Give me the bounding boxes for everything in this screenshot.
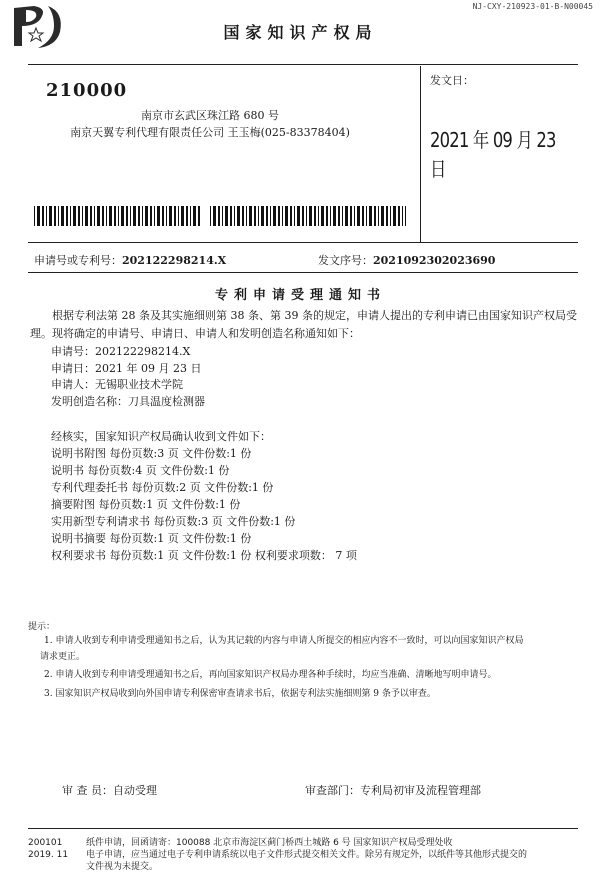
field-application-number: 申请号：202122298214.X <box>51 345 191 358</box>
serial-number-value: 2021092302023690 <box>373 254 496 267</box>
application-number-value: 202122298214.X <box>122 254 227 267</box>
divider <box>28 828 578 829</box>
examiner-row <box>62 782 157 798</box>
department-row <box>305 782 481 798</box>
file-item: 摘要附图 每份页数:1 页 文件份数:1 份 <box>51 498 241 511</box>
notice-title: 专利申请受理通知书 <box>214 288 386 303</box>
application-number-label: 申请号或专利号： <box>34 254 122 267</box>
footer-form-code: 200101 <box>28 838 63 848</box>
examiner-value: 自动受理 <box>113 784 157 797</box>
hint-item: 2. 申请人收到专利申请受理通知书之后，再向国家知识产权局办理各种手续时，均应当准确、清晰地写明申请号。 <box>44 670 497 680</box>
file-item: 说明书摘要 每份页数:1 页 文件份数:1 份 <box>51 532 252 545</box>
vertical-divider <box>420 66 421 242</box>
office-name: 国家知识产权局 <box>223 23 378 42</box>
hint-item: 1. 申请人收到专利申请受理通知书之后，认为其记载的内容与申请人所提交的相应内容不一致时，可以向国家知识产权局 <box>44 636 524 646</box>
field-invention-name: 发明创造名称：刀具温度检测器 <box>51 395 205 408</box>
recipient-agency: 南京天翼专利代理有限责任公司 王玉梅(025-83378404) <box>70 126 350 139</box>
divider <box>28 272 578 273</box>
footer-electronic-line-continued: 文件视为未提交。 <box>86 862 159 872</box>
footer <box>28 837 601 877</box>
files-intro: 经核实，国家知识产权局确认收到文件如下： <box>51 430 271 443</box>
file-item: 实用新型专利请求书 每份页数:3 页 文件份数:1 份 <box>51 515 296 528</box>
sent-date-label: 发文日： <box>430 74 474 87</box>
recipient-address: 南京市玄武区珠江路 680 号 <box>141 109 279 122</box>
file-item: 专利代理委托书 每份页数:2 页 文件份数:1 份 <box>51 481 274 494</box>
field-applicant: 申请人：无锡职业技术学院 <box>51 378 183 391</box>
hint-item: 3. 国家知识产权局收到向外国申请专利保密审查请求书后，依据专利法实施细则第 9 条予以审查。 <box>44 689 436 699</box>
department-value: 专利局初审及流程管理部 <box>360 784 481 797</box>
hint-item-continued: 请求更正。 <box>40 652 86 662</box>
divider <box>28 64 578 65</box>
footer-electronic-line: 电子申请，应当通过电子专利申请系统以电子文件形式提交相关文件。除另有规定外，以纸件等其他形式提交的 <box>86 850 528 860</box>
barcode-left <box>34 206 202 226</box>
department-label: 审查部门： <box>305 784 360 797</box>
field-application-date: 申请日：2021 年 09 月 23 日 <box>51 362 202 375</box>
postcode: 210000 <box>46 80 128 101</box>
document-number: NJ-CXY-210923-01-B-N00045 <box>472 2 593 11</box>
footer-mail-line: 纸件申请，回函请寄：100088 北京市海淀区蓟门桥西土城路 6 号 国家知识产权局受理处收 <box>86 838 453 848</box>
file-item: 权利要求书 每份页数:1 页 文件份数:1 份 权利要求项数： 7 项 <box>51 549 357 562</box>
notice-intro: 根据专利法第 28 条及其实施细则第 38 条、第 39 条的规定，申请人提出的专利申请已由国家知识产权局受理。现将确定的申请号、申请日、申请人和发明创造名称通知如下： <box>30 309 577 340</box>
divider <box>28 242 578 243</box>
examiner-label: 审 查 员： <box>62 784 113 797</box>
application-number-row <box>34 252 226 268</box>
file-item: 说明书附图 每份页数:3 页 文件份数:1 份 <box>51 447 252 460</box>
sent-date-value: 2021 年 09 月 23 日 <box>430 128 556 181</box>
footer-form-date: 2019. 11 <box>28 850 69 860</box>
hint-label: 提示： <box>28 622 56 632</box>
file-item: 说明书 每份页数:4 页 文件份数:1 份 <box>51 464 230 477</box>
serial-number-label: 发文序号： <box>318 254 373 267</box>
barcode-right <box>210 206 406 226</box>
serial-number-row <box>318 252 495 268</box>
